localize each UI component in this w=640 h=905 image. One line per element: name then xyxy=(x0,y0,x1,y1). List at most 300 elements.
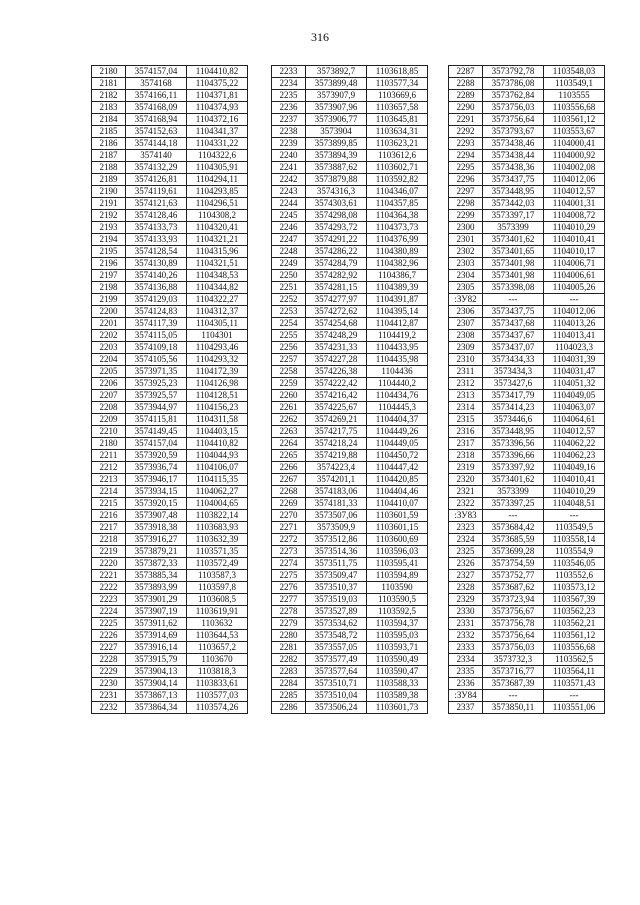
point-number-cell: 2232 xyxy=(92,702,126,714)
table-row xyxy=(92,510,248,522)
point-number-cell: 2323 xyxy=(449,522,483,534)
point-number-cell: 2298 xyxy=(449,198,483,210)
y-coordinate-cell: 1103564,11 xyxy=(544,666,605,678)
point-number-cell: 2332 xyxy=(449,630,483,642)
x-coordinate-cell: 3574168 xyxy=(126,78,187,90)
y-coordinate-cell: 1104348,53 xyxy=(187,270,248,282)
point-number-cell: 2248 xyxy=(272,246,306,258)
x-coordinate-cell: 3573448,95 xyxy=(483,426,544,438)
table-row xyxy=(92,246,248,258)
point-number-cell: 2237 xyxy=(272,114,306,126)
point-number-cell: 2266 xyxy=(272,462,306,474)
y-coordinate-cell: 1104404,46 xyxy=(367,486,428,498)
point-number-cell: :ЗУ83 xyxy=(449,510,483,522)
table-row xyxy=(449,426,605,438)
y-coordinate-cell: 1104364,38 xyxy=(367,210,428,222)
table-row xyxy=(449,102,605,114)
y-coordinate-cell: 1104308,2 xyxy=(187,210,248,222)
point-number-cell: 2321 xyxy=(449,486,483,498)
y-coordinate-cell: 1104010,29 xyxy=(544,222,605,234)
x-coordinate-cell: 3573756,67 xyxy=(483,606,544,618)
y-coordinate-cell: 1104321,21 xyxy=(187,234,248,246)
y-coordinate-cell: 1103572,49 xyxy=(187,558,248,570)
point-number-cell: 2254 xyxy=(272,318,306,330)
y-coordinate-cell: 1104106,07 xyxy=(187,462,248,474)
x-coordinate-cell: 3574222,42 xyxy=(306,378,367,390)
y-coordinate-cell: 1103612,6 xyxy=(367,150,428,162)
table-row xyxy=(272,510,428,522)
table-row xyxy=(272,138,428,150)
y-coordinate-cell: 1104372,16 xyxy=(187,114,248,126)
y-coordinate-cell: 1104419,2 xyxy=(367,330,428,342)
point-number-cell: 2246 xyxy=(272,222,306,234)
point-number-cell: 2228 xyxy=(92,654,126,666)
table-row xyxy=(92,318,248,330)
point-number-cell: 2320 xyxy=(449,474,483,486)
x-coordinate-cell: 3574166,11 xyxy=(126,90,187,102)
x-coordinate-cell: 3574168,94 xyxy=(126,114,187,126)
point-number-cell: 2333 xyxy=(449,642,483,654)
coordinate-table xyxy=(271,65,428,714)
y-coordinate-cell: 1104346,07 xyxy=(367,186,428,198)
y-coordinate-cell: 1103601,73 xyxy=(367,702,428,714)
y-coordinate-cell: 1104008,72 xyxy=(544,210,605,222)
point-number-cell: 2289 xyxy=(449,90,483,102)
table-row xyxy=(92,450,248,462)
point-number-cell: 2236 xyxy=(272,102,306,114)
x-coordinate-cell: 3573401,62 xyxy=(483,474,544,486)
coordinate-table xyxy=(91,65,248,714)
point-number-cell: 2202 xyxy=(92,330,126,342)
point-number-cell: 2247 xyxy=(272,234,306,246)
table-row xyxy=(272,654,428,666)
point-number-cell: 2296 xyxy=(449,174,483,186)
point-number-cell: 2222 xyxy=(92,582,126,594)
x-coordinate-cell: 3573527,89 xyxy=(306,606,367,618)
point-number-cell: 2265 xyxy=(272,450,306,462)
table-row xyxy=(92,474,248,486)
point-number-cell: 2315 xyxy=(449,414,483,426)
point-number-cell: 2281 xyxy=(272,642,306,654)
x-coordinate-cell: 3573901,29 xyxy=(126,594,187,606)
x-coordinate-cell: 3573414,23 xyxy=(483,402,544,414)
point-number-cell: 2227 xyxy=(92,642,126,654)
table-row xyxy=(92,186,248,198)
y-coordinate-cell: 1104311,58 xyxy=(187,414,248,426)
y-coordinate-cell: 1104445,3 xyxy=(367,402,428,414)
table-row xyxy=(92,378,248,390)
point-number-cell: 2199 xyxy=(92,294,126,306)
x-coordinate-cell: 3574121,63 xyxy=(126,198,187,210)
x-coordinate-cell: 3574316,3 xyxy=(306,186,367,198)
point-number-cell: 2310 xyxy=(449,354,483,366)
table-row xyxy=(92,570,248,582)
point-number-cell: 2229 xyxy=(92,666,126,678)
point-number-cell: 2245 xyxy=(272,210,306,222)
x-coordinate-cell: 3573756,64 xyxy=(483,114,544,126)
x-coordinate-cell: 3574216,42 xyxy=(306,390,367,402)
y-coordinate-cell: 1104321,51 xyxy=(187,258,248,270)
point-number-cell: 2264 xyxy=(272,438,306,450)
y-coordinate-cell: 1103822,14 xyxy=(187,510,248,522)
x-coordinate-cell: 3573971,35 xyxy=(126,366,187,378)
table-row xyxy=(92,330,248,342)
table-row xyxy=(449,354,605,366)
x-coordinate-cell: 3573793,67 xyxy=(483,126,544,138)
point-number-cell: 2280 xyxy=(272,630,306,642)
x-coordinate-cell: 3573434,33 xyxy=(483,354,544,366)
table-row xyxy=(92,642,248,654)
x-coordinate-cell: 3573512,86 xyxy=(306,534,367,546)
table-row xyxy=(272,330,428,342)
point-number-cell: 2195 xyxy=(92,246,126,258)
y-coordinate-cell: 1104005,26 xyxy=(544,282,605,294)
y-coordinate-cell: 1103593,71 xyxy=(367,642,428,654)
table-row xyxy=(92,426,248,438)
x-coordinate-cell: 3574272,62 xyxy=(306,306,367,318)
x-coordinate-cell: 3573732,3 xyxy=(483,654,544,666)
table-row xyxy=(272,630,428,642)
point-number-cell: 2279 xyxy=(272,618,306,630)
table-row xyxy=(272,558,428,570)
point-number-cell: 2183 xyxy=(92,102,126,114)
point-number-cell: 2267 xyxy=(272,474,306,486)
point-number-cell: 2256 xyxy=(272,342,306,354)
point-number-cell: 2210 xyxy=(92,426,126,438)
table-row xyxy=(92,306,248,318)
table-row xyxy=(272,78,428,90)
y-coordinate-cell: 1104373,73 xyxy=(367,222,428,234)
point-number-cell: 2215 xyxy=(92,498,126,510)
x-coordinate-cell: 3574126,81 xyxy=(126,174,187,186)
y-coordinate-cell: 1103623,21 xyxy=(367,138,428,150)
y-coordinate-cell: 1103644,53 xyxy=(187,630,248,642)
y-coordinate-cell: 1103601,59 xyxy=(367,510,428,522)
x-coordinate-cell: 3574109,18 xyxy=(126,342,187,354)
y-coordinate-cell: 1103657,58 xyxy=(367,102,428,114)
x-coordinate-cell: 3573534,62 xyxy=(306,618,367,630)
x-coordinate-cell: 3573916,14 xyxy=(126,642,187,654)
point-number-cell: 2180 xyxy=(92,66,126,78)
x-coordinate-cell: 3573438,44 xyxy=(483,150,544,162)
x-coordinate-cell: 3573434,3 xyxy=(483,366,544,378)
y-coordinate-cell: 1103546,05 xyxy=(544,558,605,570)
point-number-cell: 2268 xyxy=(272,486,306,498)
x-coordinate-cell: 3573879,88 xyxy=(306,174,367,186)
table-row xyxy=(272,678,428,690)
table-row xyxy=(449,582,605,594)
x-coordinate-cell: 3573399 xyxy=(483,486,544,498)
table-row xyxy=(449,282,605,294)
table-row xyxy=(92,162,248,174)
table-row xyxy=(92,462,248,474)
y-coordinate-cell: 1104001,31 xyxy=(544,198,605,210)
y-coordinate-cell: 1104044,93 xyxy=(187,450,248,462)
point-number-cell: 2201 xyxy=(92,318,126,330)
x-coordinate-cell: 3574254,68 xyxy=(306,318,367,330)
point-number-cell: 2291 xyxy=(449,114,483,126)
table-row xyxy=(449,438,605,450)
point-number-cell: 2181 xyxy=(92,78,126,90)
y-coordinate-cell: 1104374,93 xyxy=(187,102,248,114)
table-row xyxy=(92,294,248,306)
point-number-cell: 2328 xyxy=(449,582,483,594)
x-coordinate-cell: 3573510,37 xyxy=(306,582,367,594)
table-row xyxy=(92,630,248,642)
y-coordinate-cell: 1103553,67 xyxy=(544,126,605,138)
point-number-cell: 2290 xyxy=(449,102,483,114)
x-coordinate-cell: 3574225,67 xyxy=(306,402,367,414)
y-coordinate-cell: 1104006,61 xyxy=(544,270,605,282)
x-coordinate-cell: 3574281,15 xyxy=(306,282,367,294)
point-number-cell: 2223 xyxy=(92,594,126,606)
table-row xyxy=(272,174,428,186)
table-row xyxy=(449,246,605,258)
table-row xyxy=(449,342,605,354)
x-coordinate-cell: 3573916,27 xyxy=(126,534,187,546)
table-row xyxy=(92,486,248,498)
x-coordinate-cell: 3573514,36 xyxy=(306,546,367,558)
x-coordinate-cell: 3574231,33 xyxy=(306,342,367,354)
table-row xyxy=(449,270,605,282)
y-coordinate-cell: 1104128,51 xyxy=(187,390,248,402)
y-coordinate-cell: 1104062,27 xyxy=(187,486,248,498)
point-number-cell: 2277 xyxy=(272,594,306,606)
x-coordinate-cell: 3573899,48 xyxy=(306,78,367,90)
x-coordinate-cell: 3573398,08 xyxy=(483,282,544,294)
table-row xyxy=(272,666,428,678)
x-coordinate-cell: 3573907,48 xyxy=(126,510,187,522)
table-row xyxy=(449,546,605,558)
y-coordinate-cell: 1103602,71 xyxy=(367,162,428,174)
y-coordinate-cell: 1104062,23 xyxy=(544,450,605,462)
x-coordinate-cell: 3573397,92 xyxy=(483,462,544,474)
y-coordinate-cell: 1103577,34 xyxy=(367,78,428,90)
table-row xyxy=(92,390,248,402)
table-row xyxy=(92,354,248,366)
x-coordinate-cell: 3574117,39 xyxy=(126,318,187,330)
y-coordinate-cell: 1104010,41 xyxy=(544,234,605,246)
y-coordinate-cell: 1104172,39 xyxy=(187,366,248,378)
point-number-cell: 2241 xyxy=(272,162,306,174)
x-coordinate-cell: 3574217,75 xyxy=(306,426,367,438)
y-coordinate-cell: 1103594,37 xyxy=(367,618,428,630)
x-coordinate-cell: 3574105,56 xyxy=(126,354,187,366)
table-row xyxy=(449,510,605,522)
point-number-cell: 2259 xyxy=(272,378,306,390)
x-coordinate-cell: 3573925,23 xyxy=(126,378,187,390)
table-row xyxy=(449,450,605,462)
table-row xyxy=(92,234,248,246)
point-number-cell: 2242 xyxy=(272,174,306,186)
x-coordinate-cell: 3573446,6 xyxy=(483,414,544,426)
table-row xyxy=(272,270,428,282)
table-row xyxy=(449,702,605,714)
x-coordinate-cell: 3574298,08 xyxy=(306,210,367,222)
table-row xyxy=(449,402,605,414)
y-coordinate-cell: 1104031,47 xyxy=(544,366,605,378)
point-number-cell: 2182 xyxy=(92,90,126,102)
x-coordinate-cell: 3573786,08 xyxy=(483,78,544,90)
table-row xyxy=(272,246,428,258)
x-coordinate-cell: 3574183,06 xyxy=(306,486,367,498)
x-coordinate-cell: 3574115,81 xyxy=(126,414,187,426)
x-coordinate-cell: 3573399 xyxy=(483,222,544,234)
y-coordinate-cell: 1103597,8 xyxy=(187,582,248,594)
y-coordinate-cell: 1103619,91 xyxy=(187,606,248,618)
y-coordinate-cell: 1104006,71 xyxy=(544,258,605,270)
x-coordinate-cell: 3574219,88 xyxy=(306,450,367,462)
y-coordinate-cell: 1103592,82 xyxy=(367,174,428,186)
y-coordinate-cell: 1104412,87 xyxy=(367,318,428,330)
x-coordinate-cell: 3573904 xyxy=(306,126,367,138)
y-coordinate-cell: 1103573,12 xyxy=(544,582,605,594)
point-number-cell: 2207 xyxy=(92,390,126,402)
y-coordinate-cell: 1104410,82 xyxy=(187,438,248,450)
x-coordinate-cell: 3573867,13 xyxy=(126,690,187,702)
table-row xyxy=(92,282,248,294)
x-coordinate-cell: 3573723,94 xyxy=(483,594,544,606)
y-coordinate-cell: 1103632 xyxy=(187,618,248,630)
y-coordinate-cell: 1104440,2 xyxy=(367,378,428,390)
point-number-cell: 2212 xyxy=(92,462,126,474)
y-coordinate-cell: 1104012,57 xyxy=(544,186,605,198)
point-number-cell: 2189 xyxy=(92,174,126,186)
table-row xyxy=(449,366,605,378)
point-number-cell: 2269 xyxy=(272,498,306,510)
point-number-cell: 2251 xyxy=(272,282,306,294)
x-coordinate-cell: 3573925,57 xyxy=(126,390,187,402)
table-row xyxy=(449,186,605,198)
x-coordinate-cell: 3573946,17 xyxy=(126,474,187,486)
x-coordinate-cell: 3574223,4 xyxy=(306,462,367,474)
table-row xyxy=(272,90,428,102)
table-row xyxy=(92,606,248,618)
x-coordinate-cell: 3574129,03 xyxy=(126,294,187,306)
y-coordinate-cell: 1104320,41 xyxy=(187,222,248,234)
table-row xyxy=(92,342,248,354)
table-row xyxy=(272,306,428,318)
table-row xyxy=(92,150,248,162)
y-coordinate-cell: 1104322,6 xyxy=(187,150,248,162)
y-coordinate-cell: 1103556,68 xyxy=(544,642,605,654)
y-coordinate-cell: 1104391,87 xyxy=(367,294,428,306)
table-row xyxy=(272,162,428,174)
y-coordinate-cell: 1104357,85 xyxy=(367,198,428,210)
table-row xyxy=(272,210,428,222)
y-coordinate-cell: 1104375,22 xyxy=(187,78,248,90)
table-row xyxy=(449,642,605,654)
x-coordinate-cell: 3574293,72 xyxy=(306,222,367,234)
table-row xyxy=(272,462,428,474)
table-row xyxy=(449,66,605,78)
point-number-cell: 2231 xyxy=(92,690,126,702)
point-number-cell: 2216 xyxy=(92,510,126,522)
x-coordinate-cell: 3574130,89 xyxy=(126,258,187,270)
y-coordinate-cell: 1104000,41 xyxy=(544,138,605,150)
point-number-cell: 2275 xyxy=(272,570,306,582)
y-coordinate-cell: 1103551,06 xyxy=(544,702,605,714)
point-number-cell: 2257 xyxy=(272,354,306,366)
x-coordinate-cell: 3574201,1 xyxy=(306,474,367,486)
y-coordinate-cell: 1103670 xyxy=(187,654,248,666)
x-coordinate-cell: 3573438,46 xyxy=(483,138,544,150)
point-number-cell: 2240 xyxy=(272,150,306,162)
x-coordinate-cell: 3573577,49 xyxy=(306,654,367,666)
table-row xyxy=(449,534,605,546)
table-row xyxy=(449,570,605,582)
page-number: 316 xyxy=(311,30,329,44)
table-row xyxy=(449,378,605,390)
x-coordinate-cell: 3573510,71 xyxy=(306,678,367,690)
point-number-cell: 2200 xyxy=(92,306,126,318)
x-coordinate-cell: 3574286,22 xyxy=(306,246,367,258)
y-coordinate-cell: 1104435,98 xyxy=(367,354,428,366)
point-number-cell: 2184 xyxy=(92,114,126,126)
table-row xyxy=(449,558,605,570)
table-row xyxy=(272,426,428,438)
point-number-cell: 2307 xyxy=(449,318,483,330)
point-number-cell: 2217 xyxy=(92,522,126,534)
x-coordinate-cell: 3574168,09 xyxy=(126,102,187,114)
x-coordinate-cell: 3573936,74 xyxy=(126,462,187,474)
y-coordinate-cell: --- xyxy=(544,294,605,306)
y-coordinate-cell: 1104376,99 xyxy=(367,234,428,246)
x-coordinate-cell: 3573519,03 xyxy=(306,594,367,606)
point-number-cell: 2250 xyxy=(272,270,306,282)
y-coordinate-cell: 1104403,15 xyxy=(187,426,248,438)
y-coordinate-cell: 1104293,85 xyxy=(187,186,248,198)
y-coordinate-cell: 1104010,17 xyxy=(544,246,605,258)
x-coordinate-cell: 3573438,36 xyxy=(483,162,544,174)
table-row xyxy=(272,474,428,486)
x-coordinate-cell: 3573716,77 xyxy=(483,666,544,678)
x-coordinate-cell: 3573879,21 xyxy=(126,546,187,558)
y-coordinate-cell: 1104410,82 xyxy=(187,66,248,78)
point-number-cell: 2190 xyxy=(92,186,126,198)
y-coordinate-cell: 1103632,39 xyxy=(187,534,248,546)
point-number-cell: 2263 xyxy=(272,426,306,438)
point-number-cell: 2278 xyxy=(272,606,306,618)
table-row xyxy=(449,678,605,690)
x-coordinate-cell: 3573907,96 xyxy=(306,102,367,114)
y-coordinate-cell: 1104380,89 xyxy=(367,246,428,258)
y-coordinate-cell: 1103596,03 xyxy=(367,546,428,558)
table-row xyxy=(92,594,248,606)
table-row xyxy=(272,234,428,246)
y-coordinate-cell: 1104305,11 xyxy=(187,318,248,330)
y-coordinate-cell: 1104293,46 xyxy=(187,342,248,354)
table-row xyxy=(272,450,428,462)
x-coordinate-cell: 3574152,63 xyxy=(126,126,187,138)
point-number-cell: 2198 xyxy=(92,282,126,294)
y-coordinate-cell: 1103608,5 xyxy=(187,594,248,606)
x-coordinate-cell: 3573885,34 xyxy=(126,570,187,582)
point-number-cell: 2211 xyxy=(92,450,126,462)
point-number-cell: 2282 xyxy=(272,654,306,666)
table-row xyxy=(92,666,248,678)
y-coordinate-cell: 1103577,03 xyxy=(187,690,248,702)
table-row xyxy=(449,114,605,126)
table-row xyxy=(272,546,428,558)
x-coordinate-cell: 3573442,03 xyxy=(483,198,544,210)
point-number-cell: 2204 xyxy=(92,354,126,366)
point-number-cell: 2244 xyxy=(272,198,306,210)
x-coordinate-cell: 3573577,64 xyxy=(306,666,367,678)
table-row xyxy=(272,390,428,402)
table-row xyxy=(449,150,605,162)
x-coordinate-cell: 3573920,59 xyxy=(126,450,187,462)
